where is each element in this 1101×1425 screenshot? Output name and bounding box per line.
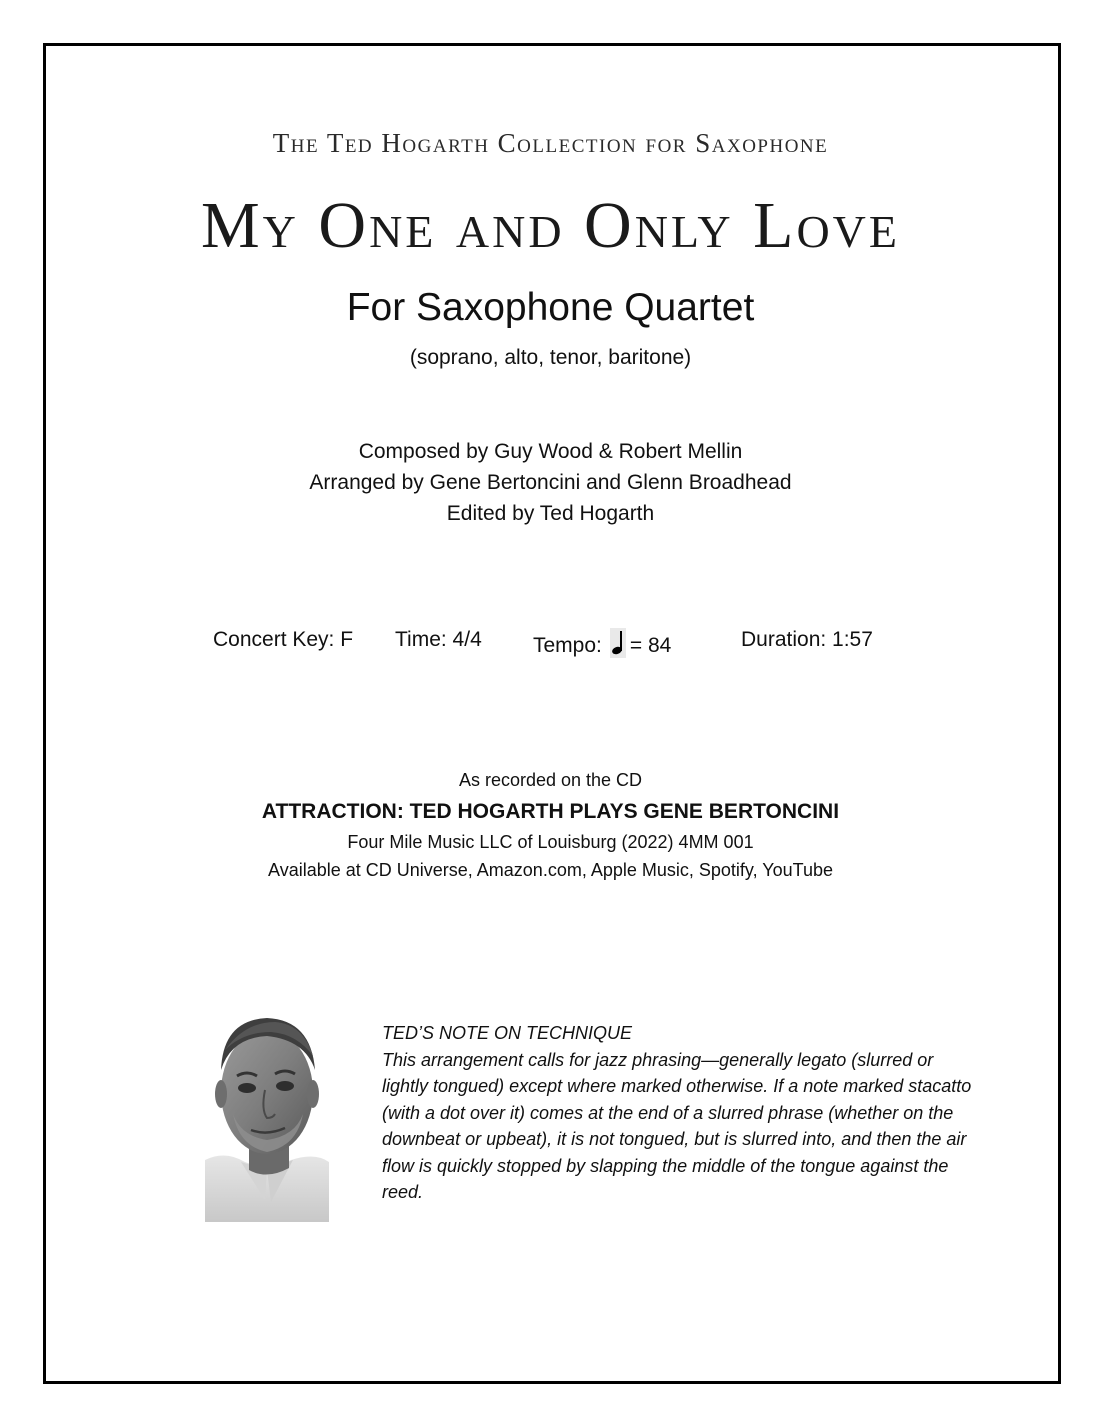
portrait-photo [205, 1010, 329, 1222]
technique-note [382, 1020, 982, 1206]
tempo [533, 628, 671, 658]
concert-key: Concert Key: F [213, 628, 354, 651]
album-title: ATTRACTION: TED HOGARTH PLAYS GENE BERTONCINI [261, 800, 840, 823]
tempo-label: Tempo: [533, 634, 602, 657]
record-label: Four Mile Music LLC of Louisburg (2022) 4MM 001 [347, 832, 754, 852]
quarter-note-icon [610, 628, 626, 658]
instrument-list: (soprano, alto, tenor, baritone) [409, 346, 692, 369]
note-body: This arrangement calls for jazz phrasing—generally legato (slurred or lightly tongued) except where marked otherwise. If a note marked stacatto (with a dot over it) comes at the end of a slurred phrase (whether on the downbeat or upbeat), it is not tongued, but is slurred into, and then the air flow is quickly stopped by slapping the middle of the tongue against the reed. [382, 1049, 972, 1202]
subtitle: For Saxophone Quartet [346, 286, 755, 329]
recording-intro: As recorded on the CD [458, 770, 643, 790]
time-signature: Time: 4/4 [395, 628, 482, 651]
availability: Available at CD Universe, Amazon.com, Apple Music, Spotify, YouTube [268, 860, 833, 880]
duration: Duration: 1:57 [741, 628, 873, 651]
editor-credit: Edited by Ted Hogarth [446, 502, 655, 525]
page-title: My One and Only Love [201, 189, 900, 262]
tempo-value: = 84 [629, 634, 672, 657]
collection-heading: The Ted Hogarth Collection for Saxophone [272, 128, 829, 158]
composer-credit: Composed by Guy Wood & Robert Mellin [358, 440, 743, 463]
arranger-credit: Arranged by Gene Bertoncini and Glenn Broadhead [309, 471, 792, 494]
note-heading: TED’S NOTE ON TECHNIQUE [382, 1023, 633, 1043]
